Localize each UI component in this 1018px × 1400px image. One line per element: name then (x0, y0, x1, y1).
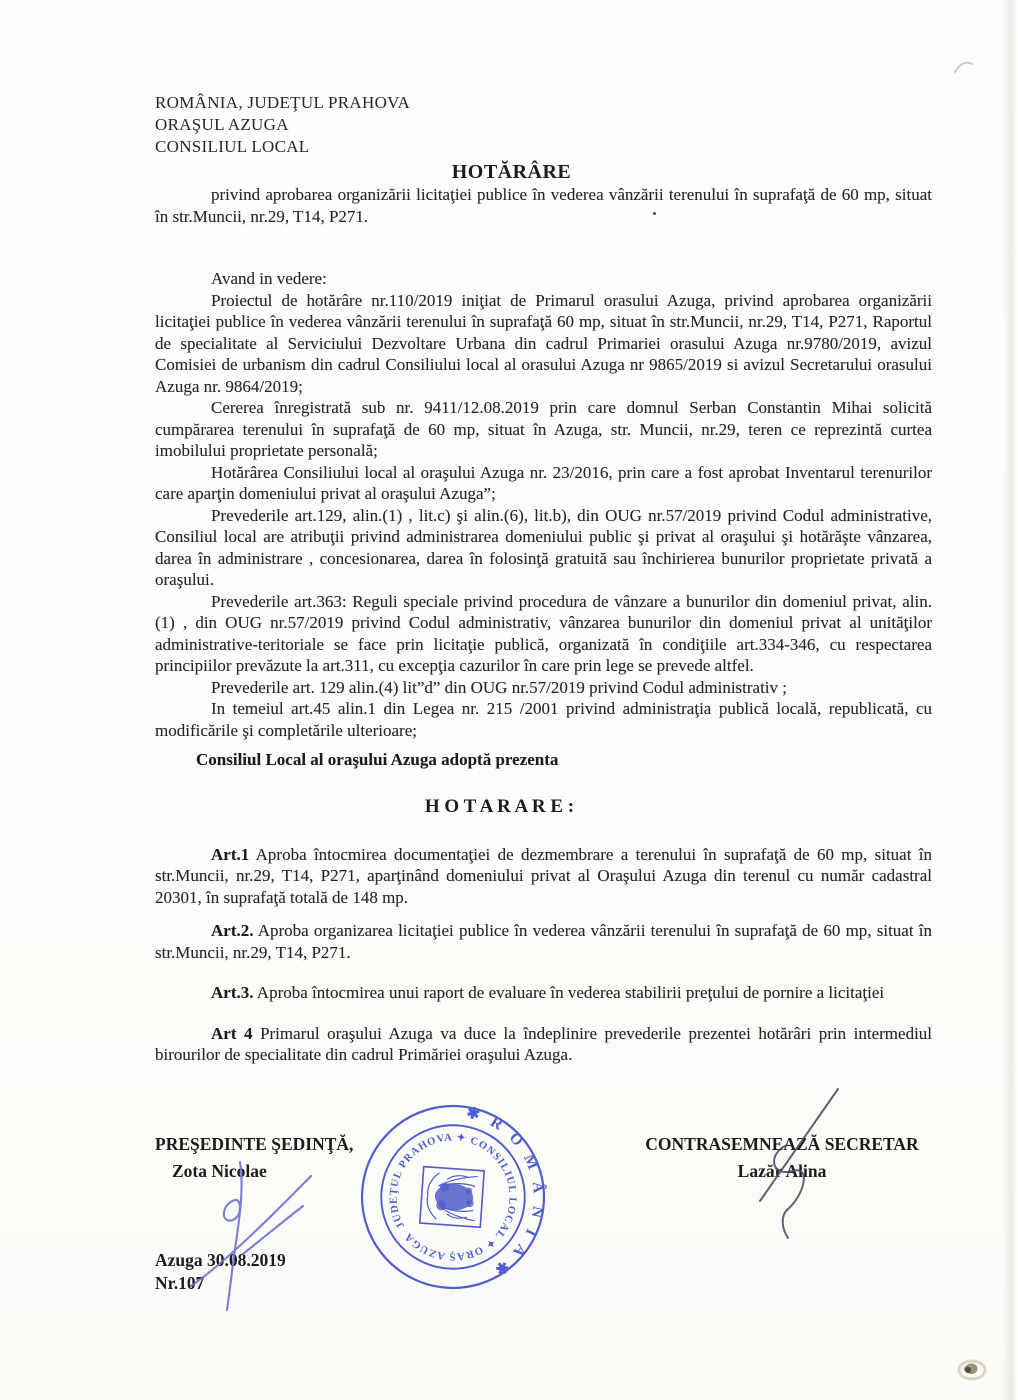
preamble-paragraph: Prevederile art.363: Reguli speciale privind procedura de vânzare a bunurilor din domeniul privat, alin.(1) , din OUG nr.57/2019 privind Codul administrativ, vânzarea bunurilor din domeniul privat al unităţilor administrative-teritoriale se face prin licitaţie publică, organizată în condiţiile art.334-346, cu respectarea principiilor prevăzute la art.311, cu excepţia cazurilor în care prin lege se prevede altfel. (155, 591, 932, 675)
article-1-label: Art.1 (211, 844, 250, 864)
article-3-text: Aproba întocmirea unui raport de evaluare în vederea stabilirii preţului de pornire a licitaţiei (253, 983, 885, 1002)
issue-place-date: Azuga 30.08.2019 (155, 1249, 286, 1270)
official-stamp (357, 1101, 549, 1293)
issuer-line-city: ORAŞUL AZUGA (155, 115, 289, 134)
preamble-paragraph: Prevederile art.129, alin.(1) , lit.c) şi alin.(6), lit.b), din OUG nr.57/2019 privind Codul administrative, Consiliul local are atribuţii privind administrarea domeniului public şi privat al oraşului şi hotărăşte vânzarea, darea în administrare , concesionarea, darea în folosinţă gratuită sau închirierea bunurilor proprietate privată a oraşului. (155, 505, 932, 589)
document-title: HOTĂRÂRE (451, 161, 572, 183)
article-4-text: Primarul oraşului Azuga va duce la îndeplinire prevederile prezentei hotărâri prin intermediul birourilor de specialitate din cadrul Primăriei oraşului Azuga. (155, 1023, 933, 1064)
article-4 (155, 1023, 932, 1066)
scan-smudge (948, 1348, 992, 1388)
article-1 (155, 844, 932, 909)
president-title: PREŞEDINTE ŞEDINŢĂ, (155, 1133, 354, 1154)
scan-mark (950, 52, 978, 80)
decision-heading: H O T A R A R E : (424, 795, 575, 817)
scan-speck (653, 212, 656, 215)
secretary-signature-ink (742, 1083, 847, 1248)
preamble-paragraph: Hotărârea Consiliului local al oraşului Azuga nr. 23/2016, prin care a fost aprobat Inventarul terenurilor care aparţin domeniului privat al oraşului Azuga”; (155, 462, 932, 503)
issuer-line-council: CONSILIUL LOCAL (155, 137, 310, 156)
president-signature-ink (183, 1158, 333, 1313)
article-2-label: Art.2. (211, 921, 254, 940)
president-name: Zota Nicolae (172, 1160, 267, 1181)
issue-number: Nr.107 (155, 1272, 205, 1293)
scan-edge-shadow (1002, 0, 1018, 1400)
stamp-coat-of-arms (420, 1167, 484, 1228)
preamble-paragraph: Cererea înregistrată sub nr. 9411/12.08.2019 prin care domnul Serban Constantin Mihai solicită cumpărarea terenului în suprafaţă de 60 mp, situat în Azuga, str. Muncii, nr.29, teren ce reprezintă curtea imobilului proprietate personală; (155, 398, 932, 460)
article-4-label: Art 4 (211, 1023, 253, 1043)
article-2 (155, 920, 932, 963)
preamble-paragraph: In temeiul art.45 alin.1 din Legea nr. 215 /2001 privind administraţia publică locală, republicată, cu modificările şi completările ulterioare; (155, 699, 932, 740)
issuer-line-country: ROMÂNIA, JUDEŢUL PRAHOVA (155, 93, 411, 112)
stamp-country-text: ✱ R O M Â N I A ✱ (464, 1104, 548, 1281)
article-3 (155, 982, 932, 1004)
document-subtitle: privind aprobarea organizării licitaţiei publice în vederea vânzării terenului în suprafaţă de 60 mp, situat în str.Muncii, nr.29, T14, P271. (155, 185, 932, 226)
secretary-title: CONTRASEMNEAZĂ SECRETAR (645, 1133, 919, 1154)
issuer-header (155, 92, 932, 158)
stamp-ring-text: JUDEŢUL PRAHOVA ✦ CONSILIUL LOCAL ✦ ORAŞ AZUGA (388, 1132, 518, 1262)
article-3-label: Art.3. (211, 983, 254, 1002)
preamble-paragraph: Proiectul de hotărâre nr.110/2019 iniţiat de Primarul orasului Azuga, privind aprobarea organizării licitaţiei publice în vederea vânzării terenului în suprafaţă 60 mp, situat în str.Muncii, nr.29, T14, P271, Raportul de specialitate al Serviciului Dezvoltare Urbana din cadrul Primariei orasului Azuga nr.9780/2019, avizul Comisiei de urbanism din cadrul Consiliului local al orasului Azuga nr 9865/2019 si avizul Secretarului orasului Azuga nr. 9864/2019; (155, 290, 932, 396)
secretary-name: Lazăr Alina (737, 1160, 827, 1181)
preamble-paragraph: Prevederile art. 129 alin.(4) lit”d” din OUG nr.57/2019 privind Codul administrativ ; (211, 677, 788, 697)
article-1-text: Aproba întocmirea documentaţiei de dezmembrare a terenului în suprafaţă de 60 mp, situat în str.Muncii, nr.29, T14, P271, aparţinând domeniului privat al Oraşului Azuga din terenul cu număr cadastral 20301, în suprafaţă totală de 148 mp. (155, 844, 932, 907)
article-2-text: Aproba organizarea licitaţiei publice în vederea vânzării terenului în suprafaţă de 60 mp, situat în str.Muncii, nr.29, T14, P271. (155, 921, 932, 962)
adoption-line: Consiliul Local al oraşului Azuga adoptă prezenta (196, 750, 559, 769)
preamble-intro: Avand in vedere: (211, 269, 327, 288)
